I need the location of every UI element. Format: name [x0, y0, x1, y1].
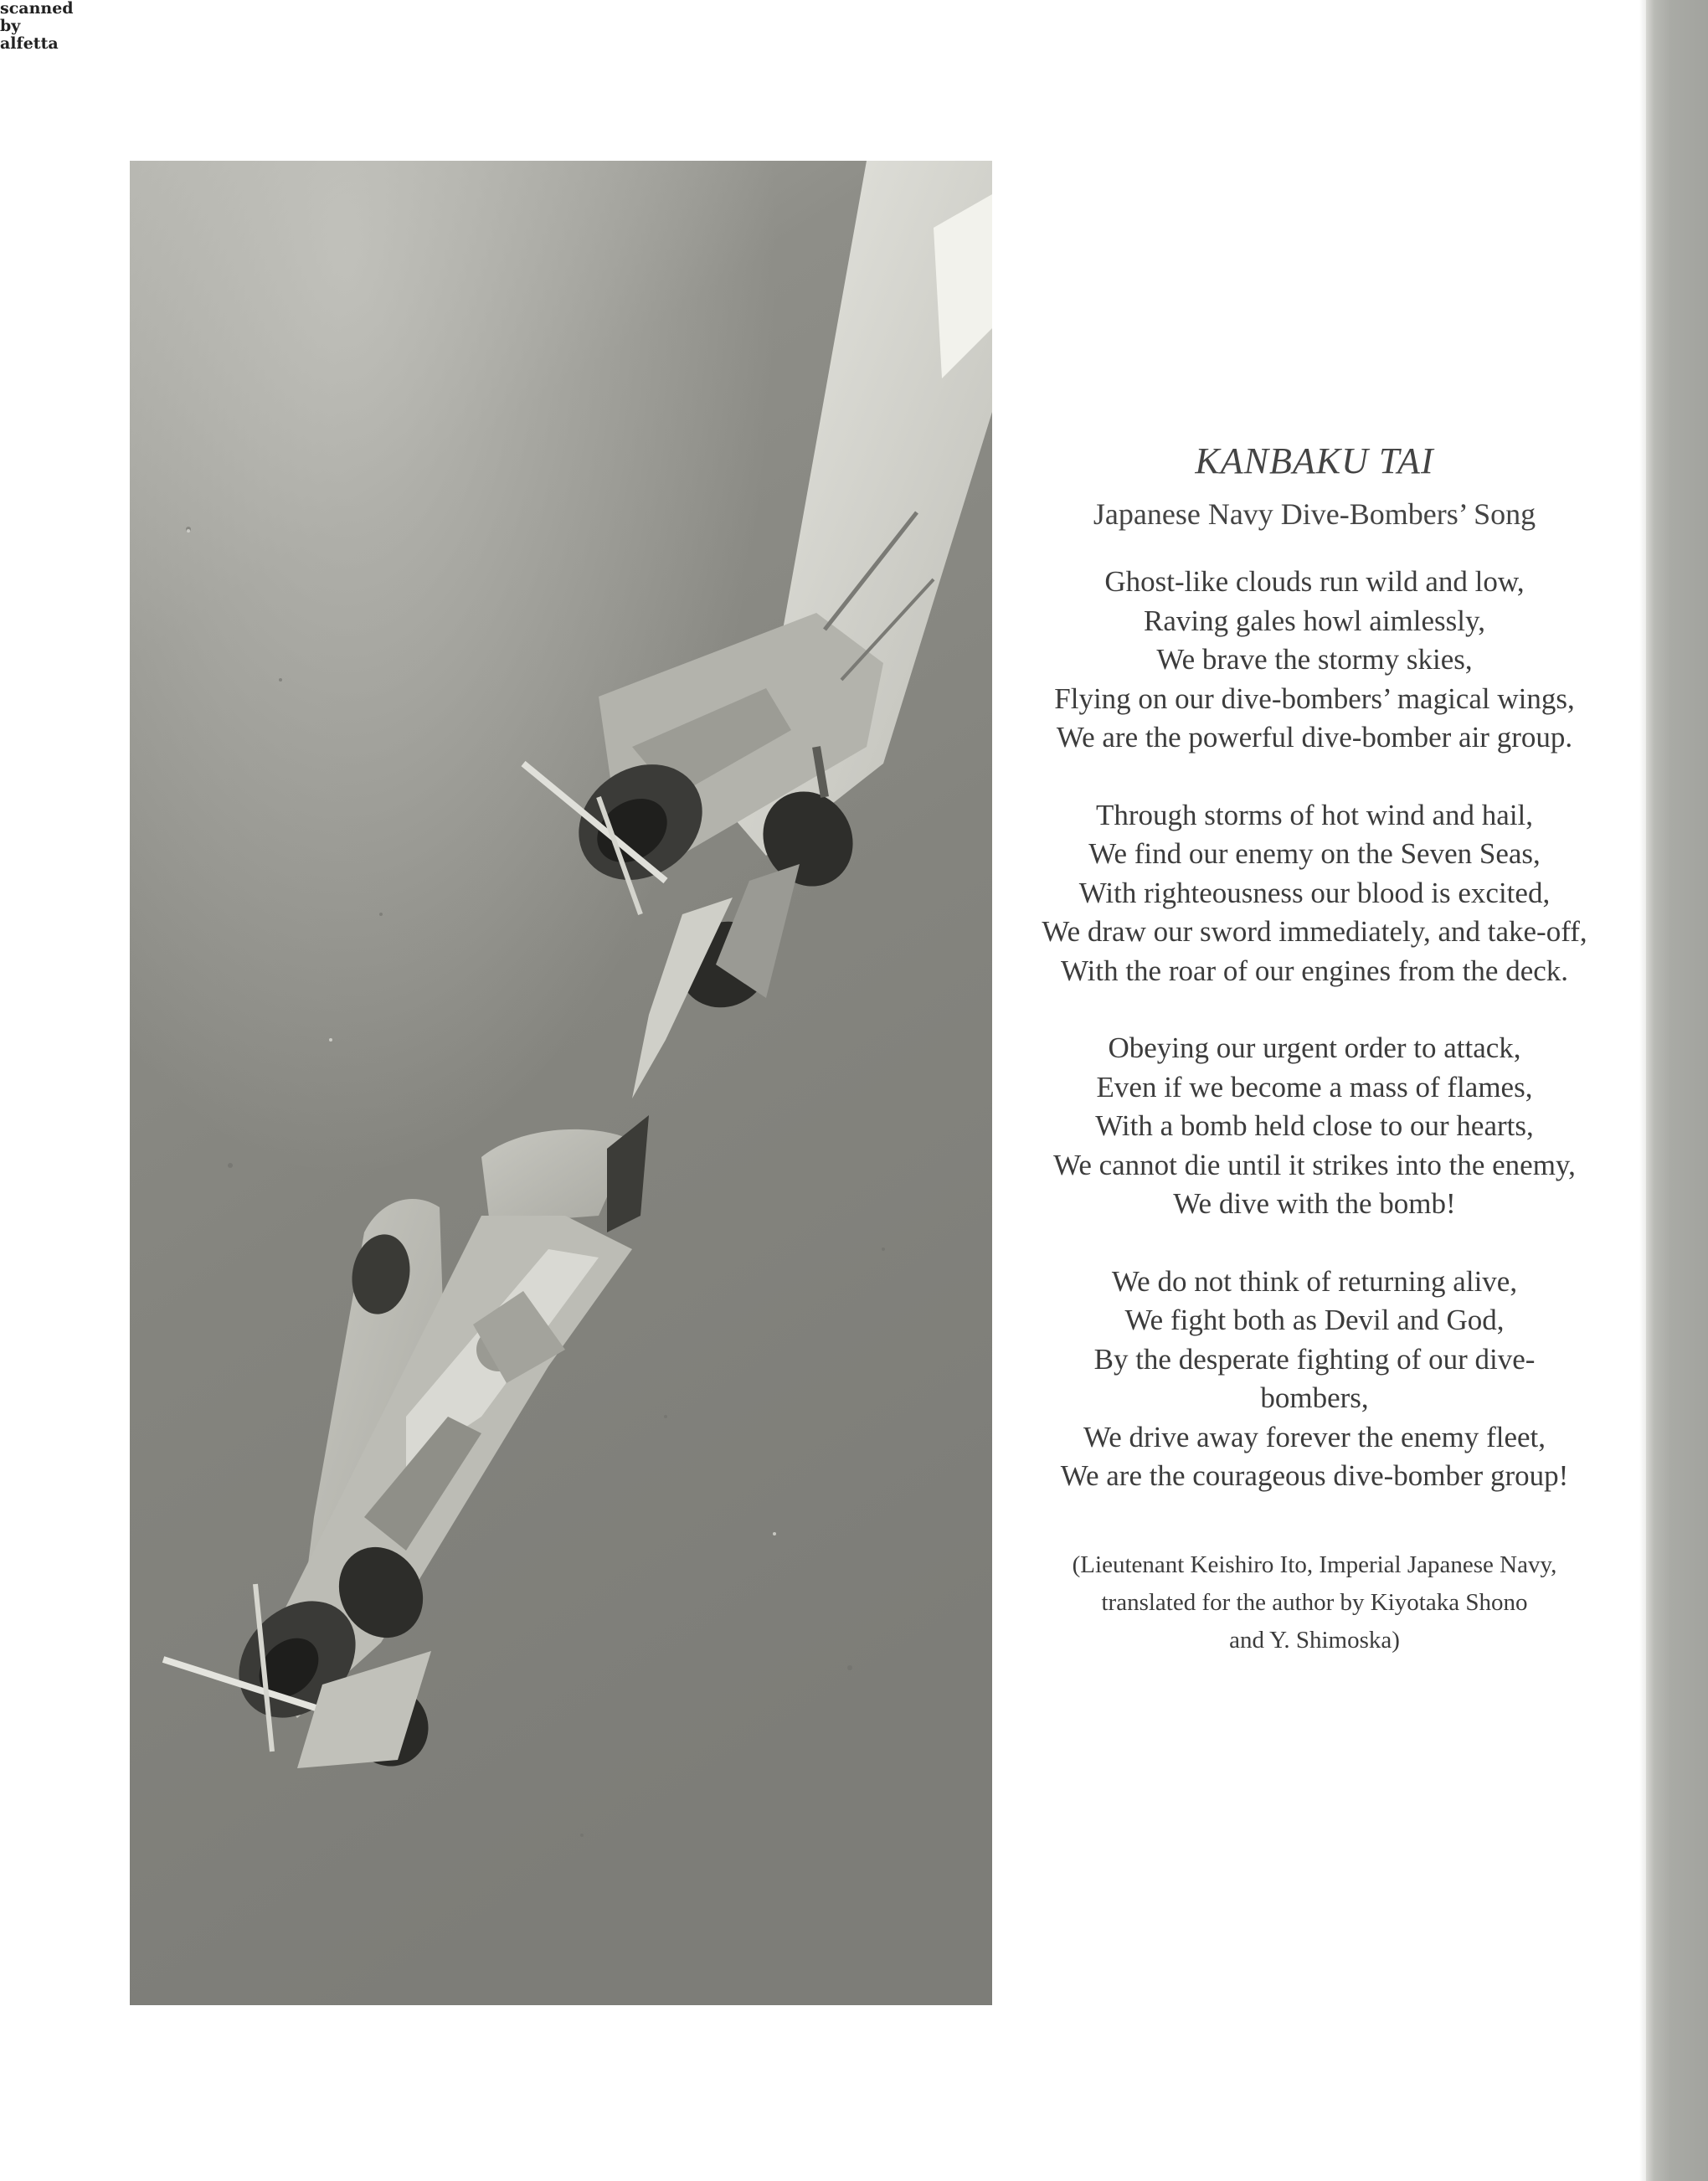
- attribution-line: translated for the author by Kiyotaka Shono: [1101, 1588, 1528, 1616]
- poem-line: We dive with the bomb!: [1173, 1187, 1456, 1220]
- poem-line: Even if we become a mass of flames,: [1096, 1070, 1533, 1103]
- poem-line: We are the courageous dive-bomber group!: [1060, 1459, 1569, 1492]
- poem-line: We draw our sword immediately, and take-off,: [1042, 915, 1587, 948]
- stanza-2: [1013, 796, 1616, 991]
- page-edge-highlight: [1639, 0, 1646, 2181]
- poem-line: Ghost-like clouds run wild and low,: [1104, 565, 1525, 598]
- poem-line: With the roar of our engines from the deck.: [1060, 954, 1569, 987]
- stanza-1: [1013, 563, 1616, 758]
- poem-line: We cannot die until it strikes into the enemy,: [1053, 1148, 1576, 1181]
- attribution-line: (Lieutenant Keishiro Ito, Imperial Japanese Navy,: [1072, 1551, 1557, 1578]
- dive-bombers-image: [130, 161, 992, 2005]
- poem-line: bombers,: [1260, 1381, 1369, 1414]
- poem-line: Flying on our dive-bombers’ magical wings,: [1054, 682, 1575, 715]
- poem-line: Raving gales howl aimlessly,: [1144, 604, 1485, 637]
- dive-bomber-photograph: [130, 161, 992, 2005]
- poem-line: We are the powerful dive-bomber air group.: [1056, 721, 1573, 754]
- attribution-line: and Y. Shimoska): [1229, 1626, 1400, 1654]
- poem-block: [1013, 434, 1616, 1659]
- stanza-3: [1013, 1029, 1616, 1224]
- poem-line: With righteousness our blood is excited,: [1078, 876, 1551, 909]
- poem-line: We do not think of returning alive,: [1111, 1264, 1518, 1298]
- poem-line: Through storms of hot wind and hail,: [1095, 798, 1534, 831]
- poem-line: By the desperate fighting of our dive-: [1093, 1342, 1536, 1376]
- poem-line: We drive away forever the enemy fleet,: [1083, 1420, 1546, 1453]
- poem-line: Obeying our urgent order to attack,: [1108, 1031, 1521, 1064]
- poem-subtitle: Japanese Navy Dive-Bombers’ Song: [1093, 497, 1536, 531]
- poem-line: We brave the stormy skies,: [1156, 643, 1473, 676]
- poem-line: With a bomb held close to our hearts,: [1095, 1109, 1534, 1142]
- book-binding-edge: [1646, 0, 1708, 2181]
- poem-line: We fight both as Devil and God,: [1124, 1304, 1505, 1336]
- poem-title: KANBAKU TAI: [1195, 440, 1434, 481]
- poem-attribution: [1013, 1546, 1616, 1659]
- stanza-4: [1013, 1263, 1616, 1496]
- poem-line: We find our enemy on the Seven Seas,: [1088, 837, 1541, 870]
- scan-stamp: scanned by alfetta: [0, 0, 74, 53]
